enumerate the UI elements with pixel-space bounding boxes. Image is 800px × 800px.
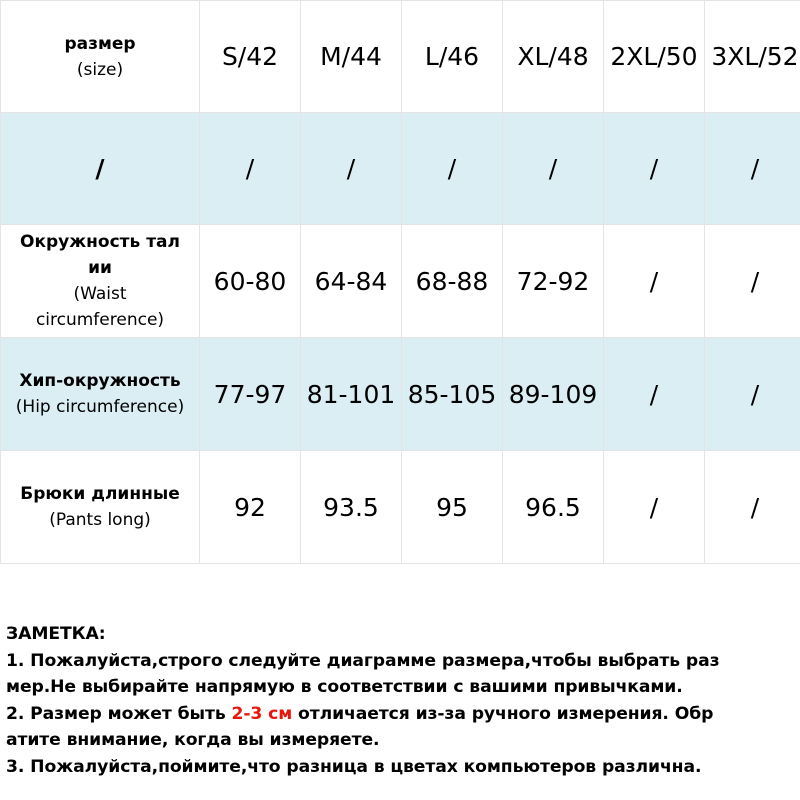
cell-value: 89-109 [508,379,598,409]
table-cell [705,451,800,564]
table-cell [705,113,800,225]
table-cell [503,338,604,451]
notes-section [6,621,798,780]
table-cell [402,225,503,338]
table-row [1,113,800,225]
table-cell [604,451,705,564]
row-label-cell [1,113,200,225]
cell-value: / [649,266,659,296]
table-cell [604,113,705,225]
cell-value: / [346,154,356,183]
cell-value: 60-80 [213,266,287,296]
note-line-2-text-end: отличается из-за ручного измерения. Обр [292,703,714,724]
notes-title: ЗАМЕТКА: [6,624,106,644]
cell-value: 95 [436,492,468,522]
row-label-en-cont: circumference) [35,310,165,330]
note-line-2-cont: атите внимание, когда вы измеряете. [6,730,380,750]
cell-value: 72-92 [516,266,590,296]
cell-value: / [750,492,760,522]
size-label-en: (size) [76,59,124,80]
table-cell [301,338,402,451]
row-label-en: (Pants long) [49,510,151,530]
cell-value: 92 [234,492,266,522]
table-cell [503,451,604,564]
table-row [1,225,800,338]
table-cell [301,225,402,338]
note-line-1-cont: мер.Не выбирайте напрямую в соответствии с вашими привычками. [6,677,683,697]
row-label-ru: Брюки длинные [20,484,180,504]
size-header-cell [301,1,402,113]
row-label-cell [1,451,200,564]
note-line-2 [6,701,798,728]
size-header-cell [705,1,800,113]
cell-value: / [750,154,760,183]
cell-value: 93.5 [323,492,379,522]
table-cell [604,338,705,451]
cell-value: / [245,154,255,183]
note-line-3: 3. Пожалуйста,поймите,что разница в цветах компьютеров различна. [6,756,702,777]
size-name: S/42 [221,42,279,71]
cell-value: / [447,154,457,183]
cell-value: / [649,492,659,522]
table-cell [301,451,402,564]
note-highlight: 2-3 см [231,703,293,724]
size-header-cell [402,1,503,113]
table-cell [301,113,402,225]
size-label-ru: размер [64,33,136,54]
cell-value: 77-97 [213,379,287,409]
cell-value: / [750,379,760,409]
header-label-cell [1,1,200,113]
table-cell [705,225,800,338]
table-cell [402,451,503,564]
table-cell [402,113,503,225]
table-row [1,338,800,451]
table-row [1,451,800,564]
table-cell [503,113,604,225]
table-cell [200,225,301,338]
cell-value: / [750,266,760,296]
cell-value: 85-105 [407,379,497,409]
size-header-cell [604,1,705,113]
row-label-cell [1,225,200,338]
cell-value: 96.5 [525,492,581,522]
row-label-cell [1,338,200,451]
size-name: XL/48 [517,42,589,71]
size-header-cell [503,1,604,113]
table-cell [503,225,604,338]
size-name: L/46 [424,42,480,71]
cell-value: / [649,379,659,409]
size-name: 3XL/52 [711,42,799,71]
table-cell [604,225,705,338]
table-cell [705,338,800,451]
note-line-2-text: 2. Размер может быть [6,703,232,724]
row-label: / [95,154,105,183]
size-name: M/44 [320,42,382,71]
table-cell [200,113,301,225]
row-label-en: (Waist [73,284,127,304]
cell-value: 81-101 [306,379,396,409]
header-row [1,1,800,113]
size-header-cell [200,1,301,113]
row-label-ru: Хип-окружность [19,371,181,391]
row-label-en: (Hip circumference) [15,397,185,417]
cell-value: 68-88 [415,266,489,296]
table-cell [200,338,301,451]
row-label-ru: Окружность тал [20,232,180,252]
cell-value: / [649,154,659,183]
row-label-ru-cont: ии [88,258,112,278]
table-cell [200,451,301,564]
note-line-1: 1. Пожалуйста,строго следуйте диаграмме размера,чтобы выбрать раз [6,650,720,671]
cell-value: 64-84 [314,266,388,296]
cell-value: / [548,154,558,183]
size-name: 2XL/50 [610,42,698,71]
table-cell [402,338,503,451]
